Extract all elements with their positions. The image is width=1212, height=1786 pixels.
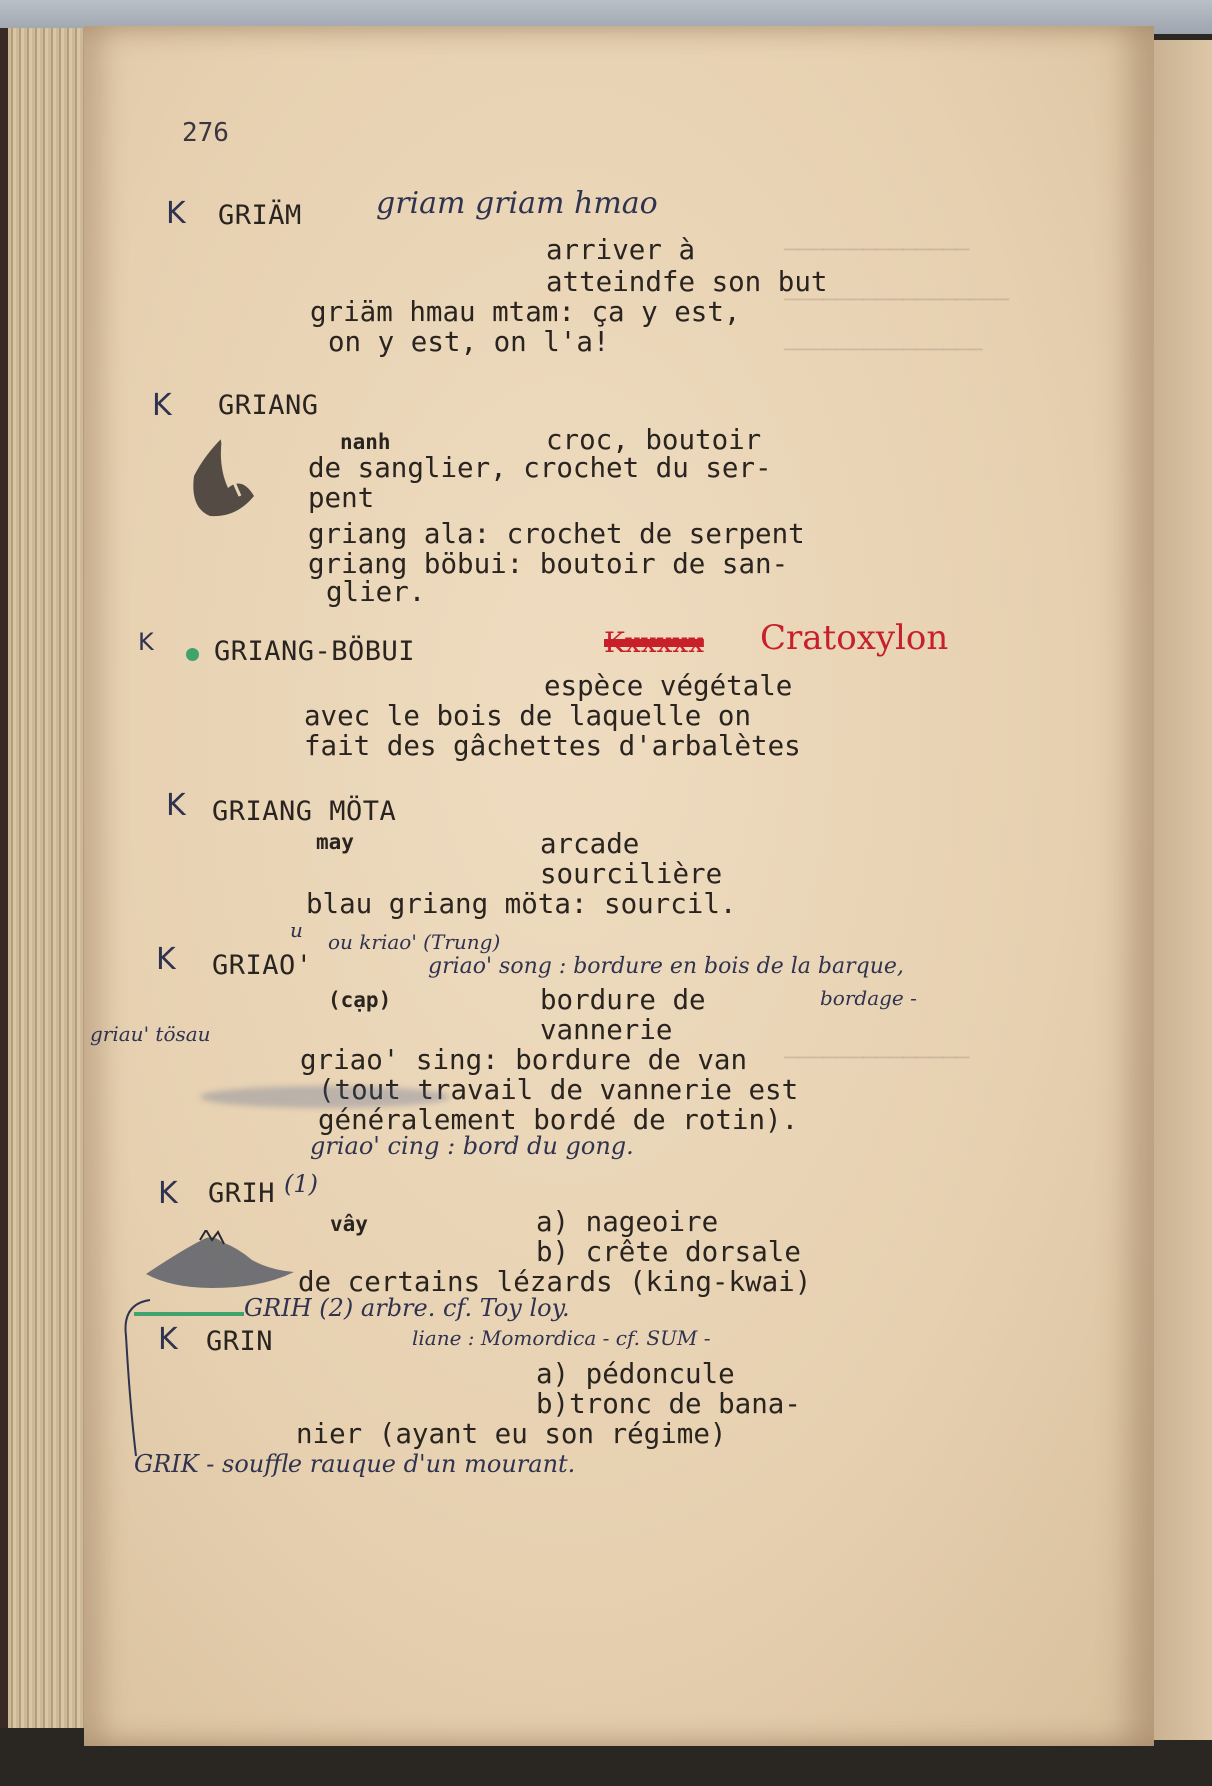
handwritten-note: GRIH (2) arbre. cf. Toy loy.: [244, 1294, 570, 1322]
definition-line: pent: [308, 482, 375, 514]
dictionary-page: [84, 26, 1154, 1746]
vietnamese-gloss: vây: [330, 1212, 368, 1236]
k-mark: K: [158, 1322, 178, 1357]
handwritten-note: (1): [284, 1170, 318, 1198]
k-mark: K: [152, 388, 172, 423]
example-line: griang ala: crochet de serpent: [308, 518, 805, 550]
handwritten-note: liane : Momordica - cf. SUM -: [412, 1326, 711, 1350]
headword: GRIAO': [212, 950, 313, 981]
example-line: on y est, on l'a!: [328, 326, 610, 358]
handwritten-note-red: Cratoxylon: [760, 618, 949, 658]
definition-line: sourcilière: [540, 858, 723, 890]
definition-line: vannerie: [540, 1014, 673, 1046]
headword: GRIANG: [218, 390, 319, 421]
definition-line: nier (ayant eu son régime): [296, 1418, 727, 1450]
example-line: griäm hmau mtam: ça y est,: [310, 296, 741, 328]
definition-line: espèce végétale: [544, 670, 793, 702]
definition-line: a) pédoncule: [536, 1358, 735, 1390]
handwritten-note: griao' cing : bord du gong.: [310, 1132, 634, 1160]
k-mark: K: [166, 196, 186, 231]
headword: GRIANG MÖTA: [212, 796, 397, 827]
definition-line: atteindfe son but: [546, 266, 828, 298]
handwritten-note: ou kriao' (Trung): [328, 930, 501, 954]
example-line: blau griang möta: sourcil.: [306, 888, 737, 920]
k-mark: K: [138, 628, 154, 656]
green-dot-mark: [186, 648, 199, 661]
definition-line: fait des gâchettes d'arbalètes: [304, 730, 801, 762]
facing-page-edge: [1150, 40, 1212, 1740]
handwritten-note: GRIK - souffle rauque d'un mourant.: [134, 1450, 576, 1478]
definition-line: de certains lézards (king-kwai): [298, 1266, 812, 1298]
k-mark: K: [158, 1176, 178, 1211]
definition-line: arriver à: [546, 234, 696, 266]
definition-line: avec le bois de laquelle on: [304, 700, 752, 732]
vietnamese-gloss: (cạp): [328, 988, 392, 1012]
handwritten-note: griao' song : bordure en bois de la barque,: [428, 954, 904, 979]
vietnamese-gloss: may: [316, 830, 354, 854]
insertion-bracket: [102, 1296, 162, 1466]
bleed-through-text: ─────────────────: [784, 288, 1010, 313]
definition-line: bordure de: [540, 984, 706, 1016]
vietnamese-gloss: nanh: [340, 430, 391, 454]
lizard-crest-drawing: [142, 1230, 302, 1302]
example-line: griang böbui: boutoir de san-: [308, 548, 789, 580]
example-line: glier.: [326, 576, 426, 608]
definition-line: arcade: [540, 828, 640, 860]
handwritten-note: u: [290, 918, 303, 942]
headword: GRIH: [208, 1178, 276, 1209]
bleed-through-text: ──────────────: [784, 1046, 970, 1071]
erased-pencil-smudge: [200, 1086, 450, 1108]
headword: GRIANG-BÖBUI: [214, 636, 416, 667]
definition-line: de sanglier, crochet du ser-: [308, 452, 772, 484]
example-line: griao' sing: bordure de van: [300, 1044, 748, 1076]
headword: GRIN: [206, 1326, 274, 1357]
example-line: généralement bordé de rotin).: [318, 1104, 799, 1136]
margin-handwritten-note: griau' tösau: [90, 1022, 211, 1046]
k-mark: K: [156, 942, 176, 977]
definition-line: b)tronc de bana-: [536, 1388, 801, 1420]
handwritten-note: bordage -: [820, 986, 917, 1010]
definition-line: croc, boutoir: [546, 424, 762, 456]
definition-line: a) nageoire: [536, 1206, 719, 1238]
headword: GRIÄM: [218, 200, 302, 231]
handwritten-note: griam griam hmao: [376, 186, 658, 221]
page-number: 276: [182, 118, 229, 148]
struck-handwritten-note: Kxxxxx: [604, 626, 704, 659]
example-line: (tout travail de vannerie est: [318, 1074, 799, 1106]
bleed-through-text: ───────────────: [784, 338, 983, 363]
definition-line: b) crête dorsale: [536, 1236, 801, 1268]
bleed-through-text: ──────────────: [784, 238, 970, 263]
tusk-drawing: [184, 426, 264, 526]
k-mark: K: [166, 788, 186, 823]
